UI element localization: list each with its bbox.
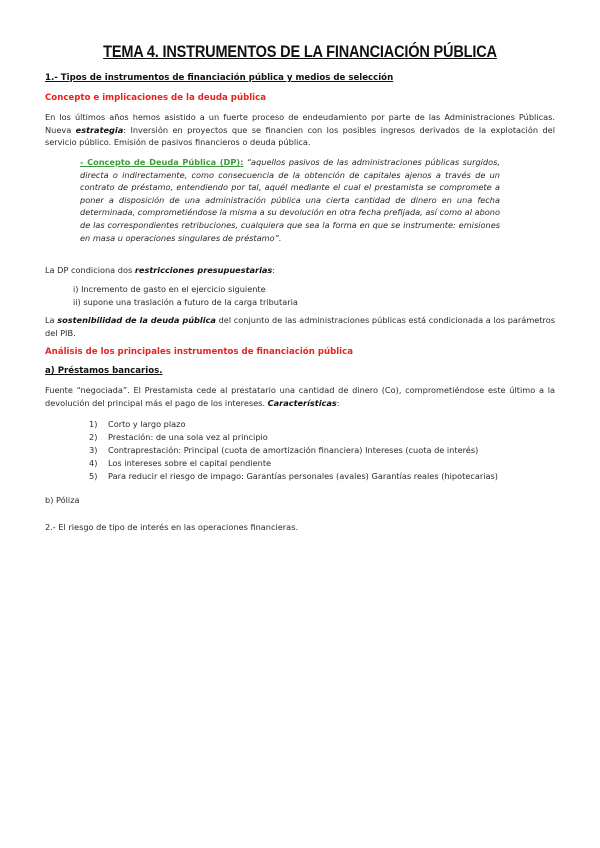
page-title: TEMA 4. INSTRUMENTOS DE LA FINANCIACIÓN PÚBLICA: [103, 43, 497, 61]
subheading-poliza: b) Póliza: [45, 495, 80, 505]
list-item: 3) Contraprestación: Principal (cuota de amortización financiera) Intereses (cuota de interés): [89, 445, 479, 455]
quote-concepto-dp: - Concepto de Deuda Pública (DP): “aquellos pasivos de las administraciones públicas surgidos, directa o indirectamente, como consecuencia de la obtención de capitales ajenos a través de un contrato de préstamo, entendiendo por tal, aquél mediante el cual el prestamista se compromete a poner a disposición de una administración pública una cierta cantidad de dinero en una fecha determinada, comprometiéndose la misma a su devolución en otra fecha prefijada, así como al abono de las correspondientes retribuciones, cualquiera que sea la forma en que se instrumente: emisiones en masa u operaciones singulares de préstamo”.: [80, 157, 500, 243]
section-2-heading: 2.- El riesgo de tipo de interés en las operaciones financieras.: [45, 522, 299, 532]
list-item: 5) Para reducir el riesgo de impago: Garantías personales (avales) Garantías reales (hipotecarias): [89, 471, 498, 481]
list-item: 2) Prestación: de una sola vez al principio: [89, 432, 268, 442]
subheading-prestamos: a) Préstamos bancarios.: [45, 366, 163, 376]
list-item: ii) supone una traslación a futuro de la carga tributaria: [73, 297, 298, 307]
paragraph-sostenibilidad: La sostenibilidad de la deuda pública del conjunto de las administraciones públicas está condicionada a los parámetros del PIB.: [45, 315, 555, 338]
heading-concepto: Concepto e implicaciones de la deuda pública: [45, 93, 267, 103]
list-item: 1) Corto y largo plazo: [89, 419, 186, 429]
quote-label: - Concepto de Deuda Pública (DP):: [80, 157, 244, 167]
paragraph-fuente-negociada: Fuente “negociada”. El Prestamista cede al prestatario una cantidad de dinero (Co), comprometiéndose este último a la devolución del principal más el pago de los intereses. Características:: [45, 385, 555, 408]
list-item: i) Incremento de gasto en el ejercicio siguiente: [73, 284, 266, 294]
heading-analisis: Análisis de los principales instrumentos de financiación pública: [45, 347, 354, 357]
paragraph-endeudamiento: En los últimos años hemos asistido a un fuerte proceso de endeudamiento por parte de las Administraciones Públicas. Nueva estrategia: Inversión en proyectos que se financien con los posibles ingresos derivados de la explotación del servicio público. Emisión de pasivos financieros o deuda pública.: [45, 112, 555, 148]
section-1-heading: 1.- Tipos de instrumentos de financiación pública y medios de selección: [45, 73, 394, 83]
paragraph-dp-restricciones: La DP condiciona dos restricciones presupuestarias:: [45, 265, 276, 275]
list-item: 4) Los intereses sobre el capital pendiente: [89, 458, 272, 468]
